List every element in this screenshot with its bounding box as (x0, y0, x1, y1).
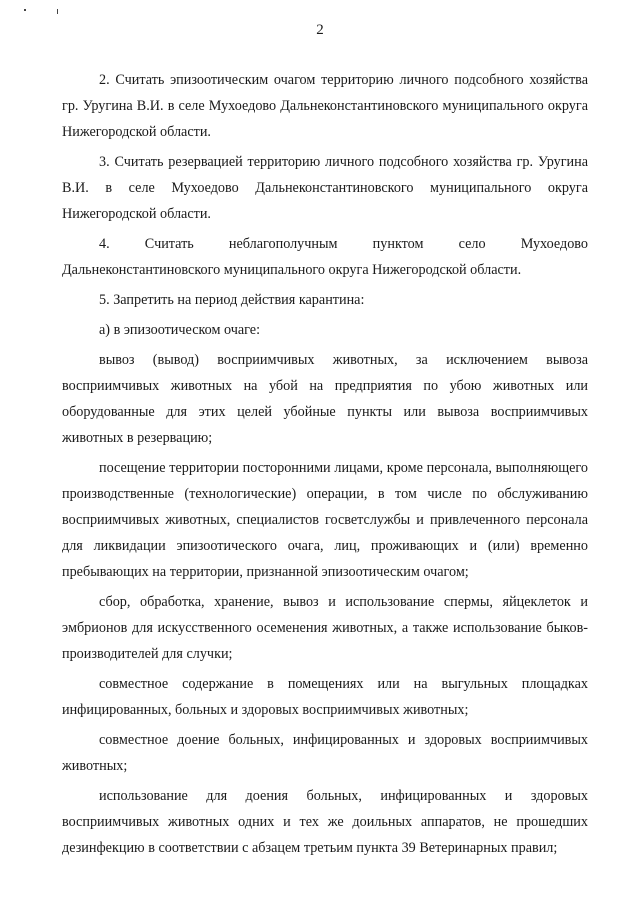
subitem-a-heading: а) в эпизоотическом очаге: (99, 322, 261, 338)
prohibition-semen: сбор, обработка, хранение, вывоз и использование спермы, яйцеклеток и эмбрионов для искусственного осеменения животных, а также использование быков-производителей для случки; (62, 594, 588, 662)
prohibition-housing: совместное содержание в помещениях или на выгульных площадках инфицированных, больных и здоровых восприимчивых животных; (62, 676, 588, 718)
prohibition-visits: посещение территории посторонними лицами, кроме персонала, выполняющего производственные (технологические) операции, в том числе по обслуживанию восприимчивых животных, специалистов госветслужбы и привлеченного персонала для ликвидации эпизоотического очага, лиц, проживающих и (или) временно пребывающих на территории, признанной эпизоотическим очагом; (62, 460, 588, 580)
prohibition-removal: вывоз (вывод) восприимчивых животных, за исключением вывоза восприимчивых животных на убой на предприятия по убою животных или оборудованные для этих целей убойные пункты или вывоза восприимчивых животных в резервацию; (62, 352, 588, 446)
scan-speck (24, 9, 26, 11)
paragraph-item-4: 4. Считать неблагополучным пунктом село Мухоедово Дальнеконстантиновского муниципального округа Нижегородской области. (62, 236, 588, 278)
prohibition-milking-equipment: использование для доения больных, инфицированных и здоровых восприимчивых животных одних и тех же доильных аппаратов, не прошедших дезинфекцию в соответствии с абзацем третьим пункта 39 Ветеринарных правил; (62, 788, 588, 856)
document-body (62, 67, 588, 861)
page-number: 2 (316, 22, 324, 38)
prohibition-milking: совместное доение больных, инфицированных и здоровых восприимчивых животных; (62, 732, 588, 774)
paragraph-item-2: 2. Считать эпизоотическим очагом территорию личного подсобного хозяйства гр. Уругина В.И. в селе Мухоедово Дальнеконстантиновского муниципального округа Нижегородской области. (62, 72, 588, 140)
paragraph-item-5: 5. Запретить на период действия карантина: (99, 292, 365, 308)
scan-speck (57, 9, 58, 14)
paragraph-item-3: 3. Считать резервацией территорию личного подсобного хозяйства гр. Уругина В.И. в селе Мухоедово Дальнеконстантиновского муниципального округа Нижегородской области. (62, 154, 588, 222)
